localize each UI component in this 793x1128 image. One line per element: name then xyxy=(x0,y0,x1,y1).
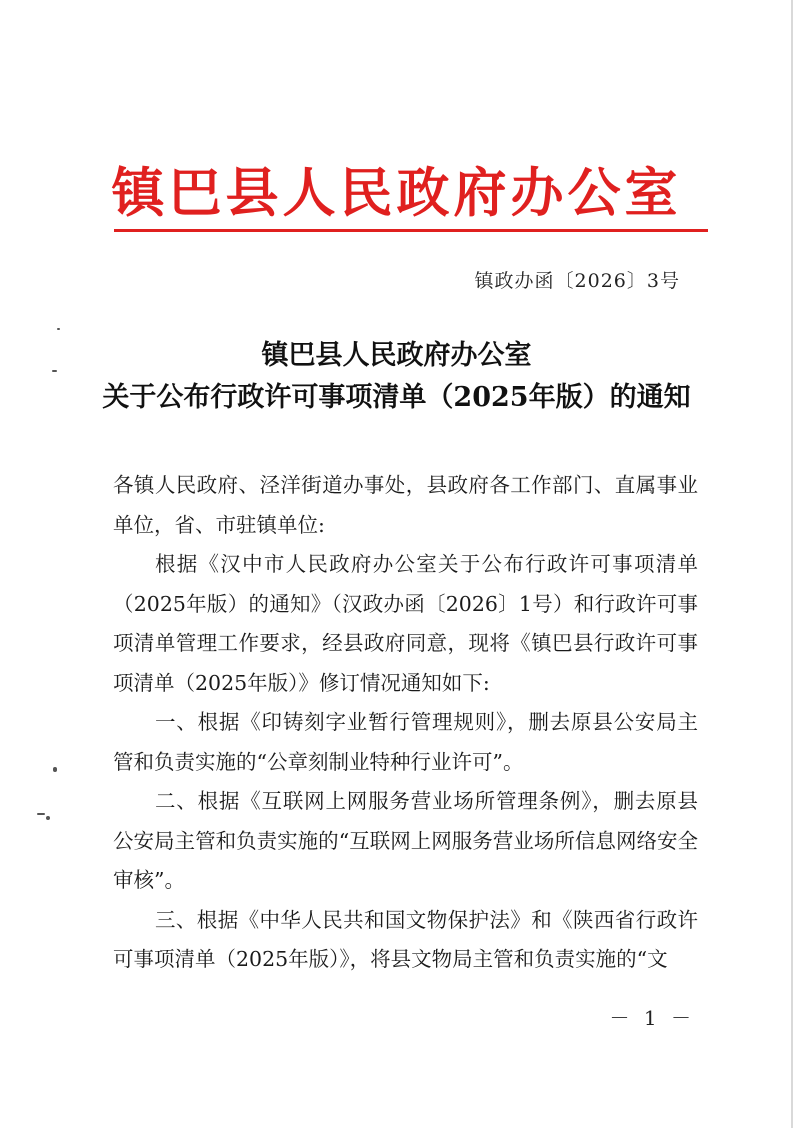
body-paragraph-item-2: 二、根据《互联网上网服务营业场所管理条例》，删去原县公安局主管和负责实施的“互联网上网服务营业场所信息网络安全审核”。 xyxy=(113,789,698,892)
document-number: 镇政办函〔2026〕3号 xyxy=(474,270,680,292)
notice-title-line-2: 关于公布行政许可事项清单（2025年版）的通知 xyxy=(102,382,691,413)
scan-speck xyxy=(53,767,57,772)
notice-title-line-1: 镇巴县人民政府办公室 xyxy=(261,340,532,371)
scan-speck xyxy=(57,328,60,330)
scan-speck xyxy=(52,370,57,372)
body-paragraph-intro: 根据《汉中市人民政府办公室关于公布行政许可事项清单（2025年版）的通知》（汉政办函〔2026〕1号）和行政许可事项清单管理工作要求，经县政府同意，现将《镇巴县行政许可事项清单（2025年版）》修订情况通知如下: xyxy=(113,552,698,695)
scan-speck xyxy=(37,813,45,815)
scan-speck xyxy=(46,816,50,820)
page-number: － 1 － xyxy=(609,1006,695,1030)
body-paragraph-item-1: 一、根据《印铸刻字业暂行管理规则》，删去原县公安局主管和负责实施的“公章刻制业特种行业许可”。 xyxy=(113,710,698,774)
letterhead-organization: 镇巴县人民政府办公室 xyxy=(111,162,682,224)
letterhead-red-rule xyxy=(114,229,708,232)
recipients-paragraph: 各镇人民政府、泾洋街道办事处，县政府各工作部门、直属事业单位，省、市驻镇单位: xyxy=(113,473,698,537)
body-paragraph-item-3: 三、根据《中华人民共和国文物保护法》和《陕西省行政许可事项清单（2025年版）》，将县文物局主管和负责实施的“文 xyxy=(113,907,698,971)
notice-body xyxy=(113,466,698,980)
